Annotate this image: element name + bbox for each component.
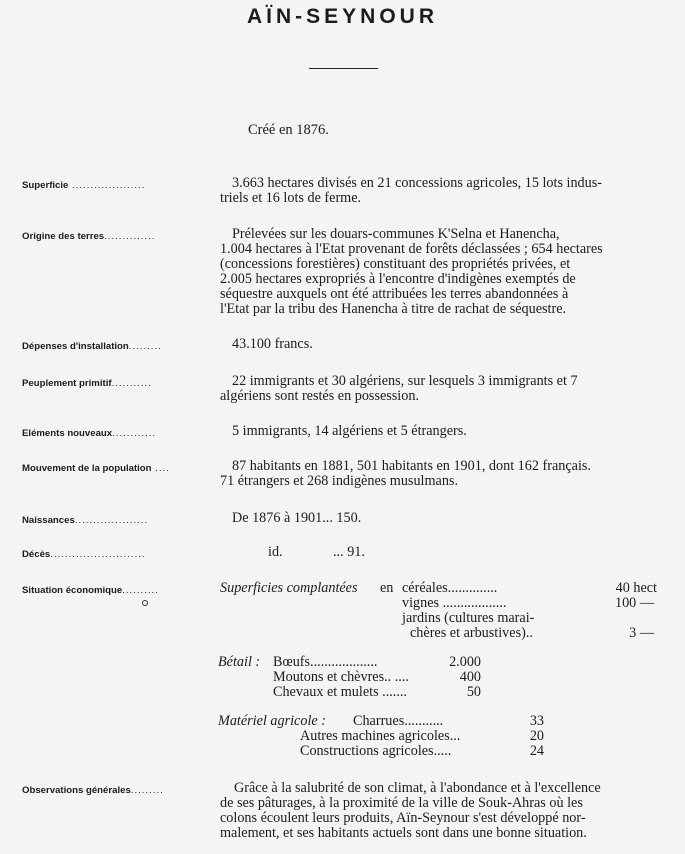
label-mouvement [22,461,214,476]
label-situation [22,583,214,598]
materiel-name: Charrues........... [353,713,444,729]
deces-value: ... 91. [333,544,365,560]
label-text: Mouvement de la population [22,463,152,474]
label-text: Eléments nouveaux [22,428,113,439]
label-naissances [22,513,214,528]
label-superficie [22,178,214,193]
betail-value: 50 [466,684,481,700]
crop-name: jardins (cultures marai- [402,610,535,626]
betail-name: Moutons et chèvres.. .... [273,669,409,685]
superficie-line-2: triels et 16 lots de ferme. [220,190,362,206]
label-elements [22,426,214,441]
origine-line-1: Prélevées sur les douars-communes K'Selna et Hanencha, [232,226,560,242]
betail-value: 400 [459,669,481,685]
deces-id: id. [268,544,283,560]
origine-line-2: 1.004 hectares à l'Etat provenant de forêts déclassées ; 654 hectares [220,241,603,257]
label-text: Origine des terres [22,231,105,242]
leader-dots: .............. [104,231,156,242]
leader-dots: .... [151,463,170,474]
leader-dots: .......... [122,585,159,596]
crop-value: 100 — [614,595,654,611]
betail-name: Bœufs................... [273,654,378,670]
superficies-en: en [380,580,394,596]
observations-line-3: colons écoulent leurs produits, Aïn-Seynour s'est développé nor- [220,810,586,826]
label-origine [22,229,214,244]
materiel-label: Matériel agricole : [218,713,326,729]
leader-dots: ......... [130,785,164,796]
peuplement-line-2: algériens sont restés en possession. [220,388,419,404]
superficies-label: Superficies complantées [220,580,358,596]
crop-name: céréales.............. [402,580,498,596]
origine-line-6: l'Etat par la tribu des Hanencha à titre de rachat de séquestre. [220,301,567,317]
observations-line-2: de ses pâturages, à la proximité de la ville de Souk-Ahras où les [220,795,583,811]
crop-name: chères et arbustives).. [410,625,533,641]
origine-line-5: séquestre auxquels ont été attribuées les terres abandonnées à [220,286,569,302]
mouvement-line-2: 71 étrangers et 268 indigènes musulmans. [220,473,458,489]
betail-value: 2.000 [449,654,481,670]
mouvement-line-1: 87 habitants en 1881, 501 habitants en 1901, dont 162 français. [232,458,591,474]
betail-name: Chevaux et mulets ....... [273,684,407,700]
leader-dots: ........... [111,378,152,389]
superficie-line-1: 3.663 hectares divisés en 21 concessions agricoles, 15 lots indus- [232,175,602,191]
label-depenses [22,339,214,354]
leader-dots: .................... [68,180,146,191]
observations-line-4: malement, et ses habitants actuels sont dans une bonne situation. [220,825,587,841]
label-peuplement [22,376,214,391]
materiel-value: 24 [529,743,544,759]
materiel-name: Autres machines agricoles... [300,728,461,744]
elements-value: 5 immigrants, 14 algériens et 5 étrangers. [232,423,467,439]
materiel-value: 33 [529,713,544,729]
crop-value: 3 — [629,625,654,641]
materiel-value: 20 [529,728,544,744]
origine-line-3: (concessions forestières) constituant des propriétés privées, et [220,256,571,272]
label-text: Situation économique [22,585,123,596]
peuplement-line-1: 22 immigrants et 30 algériens, sur lesquels 3 immigrants et 7 [232,373,578,389]
label-text: Décès [22,549,51,560]
page-title: AÏN-SEYNOUR [246,5,438,28]
label-observations [22,783,214,798]
depenses-value: 43.100 francs. [232,336,313,352]
leader-dots: .................... [74,515,149,526]
label-text: Observations générales [22,785,131,796]
title-divider [309,68,378,69]
leader-dots: ......... [128,341,162,352]
print-speck [142,600,148,606]
label-text: Peuplement primitif [22,378,112,389]
crop-name: vignes .................. [402,595,507,611]
leader-dots: ............ [112,428,157,439]
betail-label: Bétail : [218,654,261,670]
label-text: Naissances [22,515,75,526]
label-deces [22,547,214,562]
leader-dots: .......................... [50,549,146,560]
creation-date: Créé en 1876. [248,122,329,138]
naissances-value: De 1876 à 1901... 150. [232,510,362,526]
origine-line-4: 2.005 hectares expropriés à l'encontre d'indigènes exemptés de [220,271,576,287]
observations-line-1: Grâce à la salubrité de son climat, à l'abondance et à l'excellence [234,780,601,796]
crop-value: 40 hect [615,580,657,596]
label-text: Superficie [22,180,69,191]
label-text: Dépenses d'installation [22,341,129,352]
materiel-name: Constructions agricoles..... [300,743,452,759]
